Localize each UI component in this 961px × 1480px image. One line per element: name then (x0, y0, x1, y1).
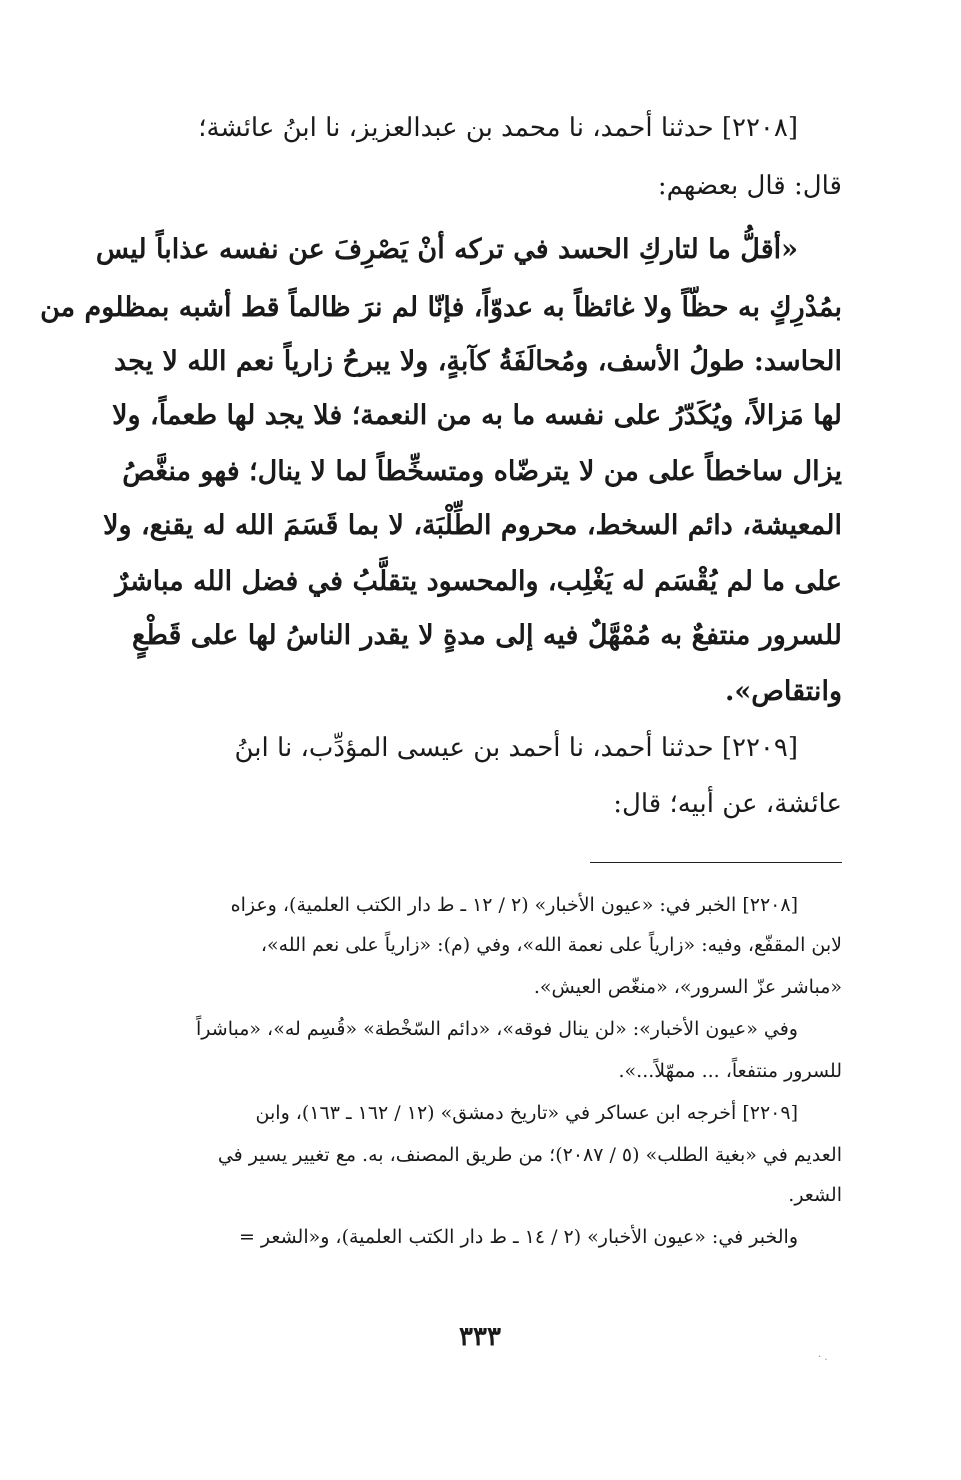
narration-2209-line-1: [٢٢٠٩] حدثنا أحمد، نا أحمد بن عيسى المؤدِّب، نا ابنُ (234, 733, 798, 763)
quote-line-7: على ما لم يُقْسَم له يَغْلِب، والمحسود يتقلَّبُ في فضل الله مباشرٌ (115, 566, 842, 597)
page-number: ٣٣٣ (459, 1322, 501, 1352)
footnotes (130, 890, 842, 1290)
quote-line-9: وانتقاص». (724, 676, 842, 707)
footnote-2208-line-5: للسرور منتفعاً، ... ممهّلاً...». (618, 1060, 842, 1082)
quote-line-5: يزال ساخطاً على من لا يترضّاه ومتسخِّطاً لما لا ينال؛ فهو منغَّصُ (122, 456, 842, 487)
footnote-2208-line-4: وفي «عيون الأخبار»: «لن ينال فوقه»، «دائم السّخْطة» «قُسِم له»، «مباشراً (196, 1018, 798, 1040)
quote-line-8: للسرور منتفعٌ به مُمْهَّلٌ فيه إلى مدةٍ لا يقدر الناسُ لها على قَطْعٍ (131, 620, 842, 651)
narration-2209-line-2: عائشة، عن أبيه؛ قال: (613, 789, 842, 819)
footnote-2209-line-2: العديم في «بغية الطلب» (٥ / ٢٠٨٧)؛ من طريق المصنف، به. مع تغيير يسير في (217, 1144, 842, 1166)
footnote-2209-line-3: الشعر. (788, 1184, 842, 1206)
footnote-2208-line-2: لابن المقفّع، وفيه: «زارياً على نعمة الله»، وفي (م): «زارياً على نعم الله»، (260, 934, 842, 956)
narration-2208-line-1: [٢٢٠٨] حدثنا أحمد، نا محمد بن عبدالعزيز، نا ابنُ عائشة؛ (198, 113, 798, 143)
quote-line-3: الحاسد: طولُ الأسف، ومُحالَفَةُ كآبةٍ، ولا يبرحُ زارياً نعم الله لا يجد (114, 346, 842, 377)
footnote-separator (590, 862, 842, 863)
main-text (40, 108, 842, 828)
footnote-2209-line-4: والخبر في: «عيون الأخبار» (٢ / ١٤ ـ ط دار الكتب العلمية)، و«الشعر = (238, 1226, 798, 1248)
narration-2208-line-2: قال: قال بعضهم: (657, 171, 842, 201)
scan-speck: · . (818, 1352, 828, 1363)
footnote-2208-line-1: [٢٢٠٨] الخبر في: «عيون الأخبار» (٢ / ١٢ ـ ط دار الكتب العلمية)، وعزاه (230, 894, 798, 916)
quote-line-6: المعيشة، دائم السخط، محروم الطِّلْبَة، لا بما قَسَمَ الله له يقنع، ولا (103, 510, 842, 541)
footnote-2208-line-3: «مباشر عزّ السرور»، «منغّص العيش». (533, 976, 842, 998)
quote-line-1: «أقلُّ ما لتاركِ الحسد في تركه أنْ يَصْرِفَ عن نفسه عذاباً ليس (95, 234, 798, 265)
footnote-2209-line-1: [٢٢٠٩] أخرجه ابن عساكر في «تاريخ دمشق» (١٢ / ١٦٢ ـ ١٦٣)، وابن (255, 1102, 798, 1124)
quote-line-4: لها مَزالاً، ويُكَدّرُ على نفسه ما به من النعمة؛ فلا يجد لها طعماً، ولا (112, 400, 842, 431)
quote-line-2: بمُدْرِكٍ به حظّاً ولا غائظاً به عدوّاً، فإنّا لم نرَ ظالماً قط أشبه بمظلوم من (40, 292, 842, 323)
